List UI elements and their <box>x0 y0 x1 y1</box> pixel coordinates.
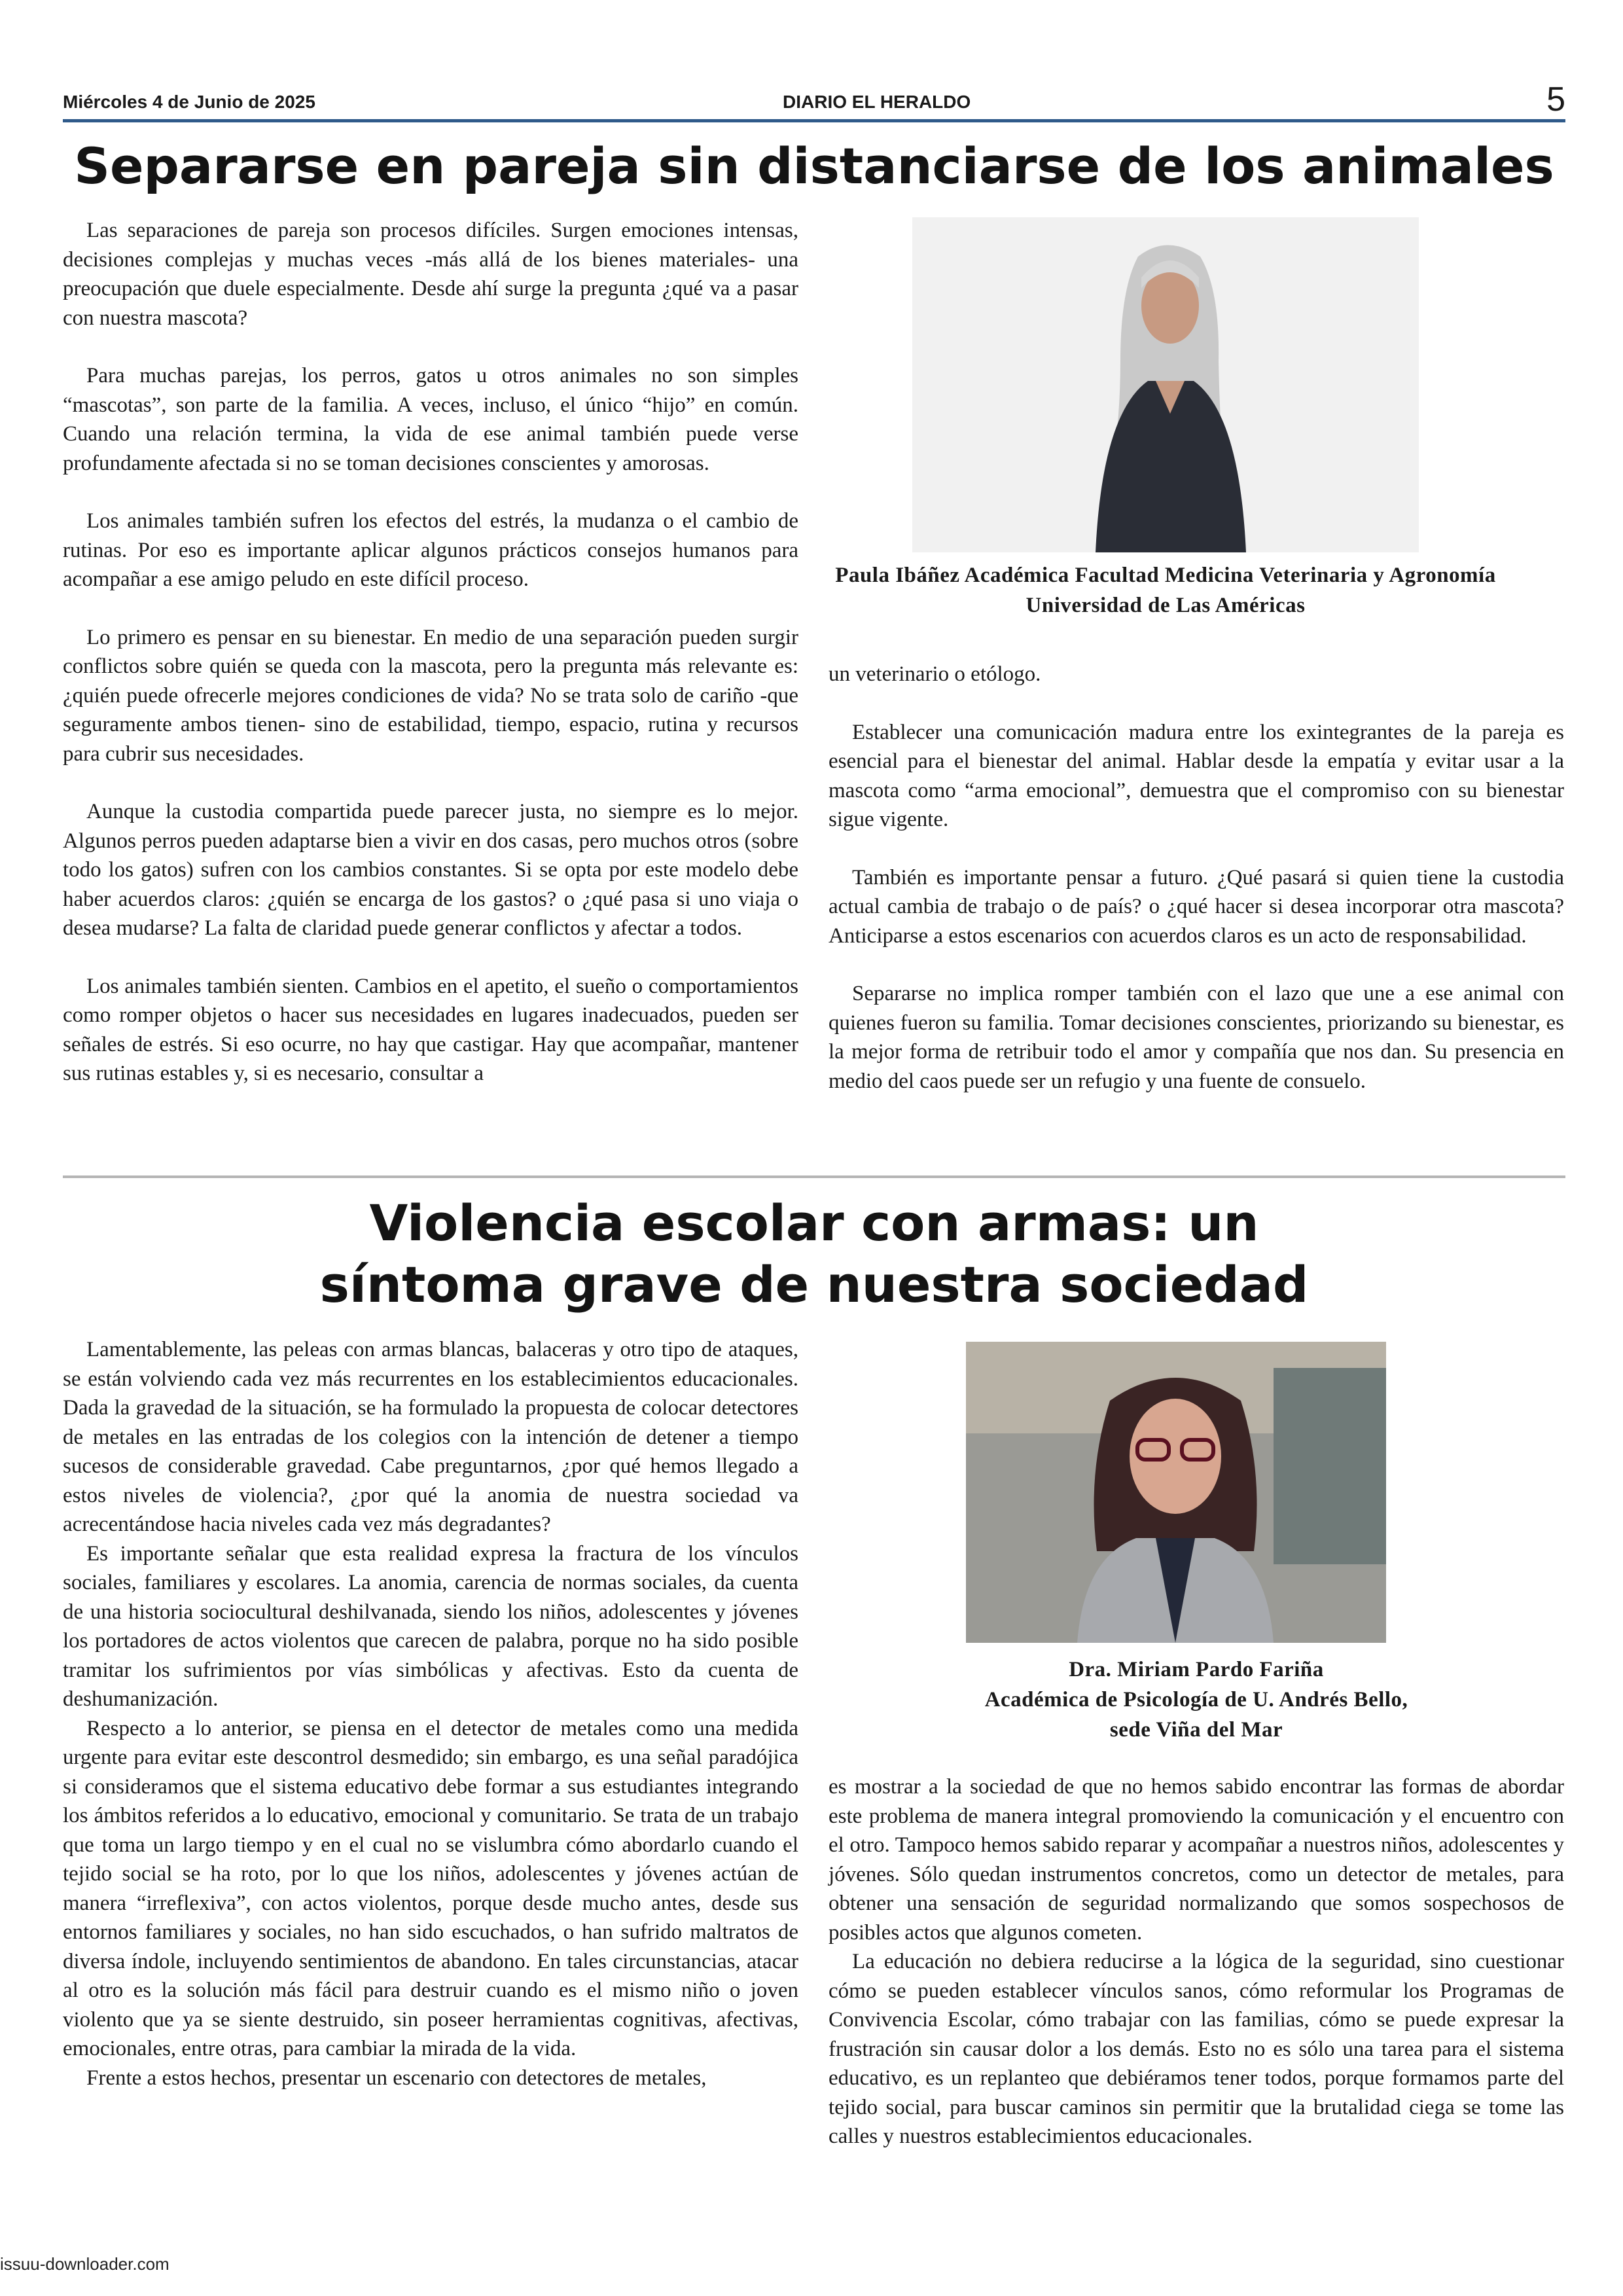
watermark-text: issuu-downloader.com <box>0 2254 169 2274</box>
paragraph: Lamentablemente, las peleas con armas blancas, balaceras y otro tipo de ataques, se están volviendo cada vez más recurrentes en los establecimientos educacionales. Dada la gravedad de la situación, se ha formulado la propuesta de colocar detectores de metales en las entradas de los colegios con la intención de detener a tiempo sucesos de considerable gravedad. Cabe preguntarnos, ¿por qué hemos llegado a estos niveles de violencia?, ¿por qué la anomia de nuestra sociedad va acrecentándose hacia niveles cada vez más degradantes? <box>63 1338 798 1536</box>
caption-role: Académica de Psicología de U. Andrés Bello, <box>984 1688 1408 1712</box>
page-number: 5 <box>1546 81 1565 118</box>
paragraph: Las separaciones de pareja son procesos difíciles. Surgen emociones intensas, decisiones complejas y muchas veces -más allá de los bienes materiales- una preocupación que duele especialmente. Desde ahí surge la pregunta ¿qué va a pasar con nuestra mascota? <box>63 219 798 330</box>
portrait-illustration <box>912 217 1419 552</box>
article-2-left-column <box>63 1335 798 2092</box>
paragraph: Para muchas parejas, los perros, gatos u otros animales no son simples “mascotas”, son parte de la familia. A veces, incluso, el único “hijo” en común. Cuando una relación termina, la vida de ese animal también puede verse profundamente afectada si no se toman decisiones conscientes y amorosas. <box>63 364 798 475</box>
masthead-rule <box>63 119 1565 122</box>
caption-campus: sede Viña del Mar <box>1109 1718 1283 1742</box>
newspaper-name: DIARIO EL HERALDO <box>783 92 971 112</box>
author-photo-miriam-pardo <box>966 1342 1386 1643</box>
paragraph: Respecto a lo anterior, se piensa en el detector de metales como una medida urgente para evitar este descontrol desmedido; sin embargo, es una señal paradójica si consideramos que el sistema educativo debe formar a sus estudiantes integrando los ámbitos referidos a lo educativo, emocional y comunitario. Se trata de un trabajo que toma un largo tiempo y en el cual no se vislumbra cómo abordarlo cuando el tejido social se ha roto, por lo que los niños, adolescentes y jóvenes actúan de manera “irreflexiva”, con actos violentos, porque desde mucho antes, desde sus entornos familiares y sociales, no han sido escuchados, o han sufrido maltratos de diversa índole, incluyendo sentimientos de abandono. En tales circunstancias, atacar al otro es la solución más fácil para destruir cuando es el mismo niño o joven violento que ya se siente destruido, sin poseer herramientas cognitivas, afectivas, emocionales, entre otras, para cambiar la mirada de la vida. <box>63 1716 798 2060</box>
author-photo-paula-ibanez <box>912 217 1419 552</box>
paragraph: Los animales también sufren los efectos del estrés, la mudanza o el cambio de rutinas. Por eso es importante aplicar algunos prácticos consejos humanos para acompañar a ese amigo peludo en este difícil proceso. <box>63 509 798 591</box>
section-divider <box>63 1175 1565 1178</box>
issue-date: Miércoles 4 de Junio de 2025 <box>63 92 315 112</box>
article-2-photo-caption <box>829 1655 1564 1745</box>
article-2-headline <box>63 1193 1565 1316</box>
caption-name: Dra. Miriam Pardo Fariña <box>1069 1658 1324 1681</box>
paragraph: Separarse no implica romper también con el lazo que une a ese animal con quienes fueron su familia. Tomar decisiones conscientes, priorizando su bienestar, es la mejor forma de retribuir todo el amor y compañía que nos dan. Su presencia en medio del caos puede ser un refugio y una fuente de consuelo. <box>829 982 1564 1093</box>
paragraph: es mostrar a la sociedad de que no hemos sabido encontrar las formas de abordar este problema de manera integral promoviendo la comunicación y el encuentro con el otro. Tampoco hemos sabido reparar y acompañar a nuestros niños, adolescentes y jóvenes. Sólo quedan instrumentos concretos, como un detector de metales, para obtener una sensación de seguridad normalizando que somos sospechosos de posibles actos que algunos cometen. <box>829 1775 1564 1945</box>
paragraph: Es importante señalar que esta realidad expresa la fractura de los vínculos sociales, familiares y escolares. La anomia, carencia de normas sociales, da cuenta de una historia sociocultural deshilvanada, siendo los niños, adolescentes y jóvenes los portadores de actos violentos que carecen de palabra, porque no ha sido posible tramitar los sufrimientos por vías simbólicas y afectivas. Esto da cuenta de deshumanización. <box>63 1541 798 1711</box>
paragraph: La educación no debiera reducirse a la lógica de la seguridad, sino cuestionar cómo se pueden establecer vínculos sanos, cómo reformular los Programas de Convivencia Escolar, cómo trabajar con las familias, cómo se puede expresar la frustración sin causar dolor a los demás. Esto no es sólo una tarea para el sistema educativo, es un replanteo que debiéramos tener todos, porque formamos parte del tejido social, para buscar caminos sin permitir que la brutalidad ciega se tome las calles y nuestros establecimientos educacionales. <box>829 1950 1564 2148</box>
paragraph: Los animales también sienten. Cambios en el apetito, el sueño o comportamientos como romper objetos o hacer sus necesidades en lugares inadecuados, pueden ser señales de estrés. Si eso ocurre, no hay que castigar. Hay que acompañar, mantener sus rutinas estables y, si es necesario, consultar a <box>63 974 798 1085</box>
article-1-right-column <box>829 660 1564 1096</box>
paragraph: Aunque la custodia compartida puede parecer justa, no siempre es lo mejor. Algunos perros pueden adaptarse bien a vivir en dos casas, pero muchos otros (sobre todo los gatos) sufren con los cambios constantes. Si se opta por este modelo debe haber acuerdos claros: ¿quién se encarga de los gastos? o ¿qué pasa si uno viaja o desea mudarse? La falta de claridad puede generar conflictos y afectar a todos. <box>63 800 798 940</box>
article-1-headline: Separarse en pareja sin distanciarse de los animales <box>74 137 1554 195</box>
article-1-left-column <box>63 216 798 1088</box>
article-1-photo-caption: Paula Ibáñez Académica Facultad Medicina Veterinaria y Agronomía Universidad de Las Américas <box>835 564 1496 617</box>
portrait-illustration <box>966 1342 1386 1643</box>
paragraph: Frente a estos hechos, presentar un escenario con detectores de metales, <box>86 2066 707 2090</box>
headline-line-1: Violencia escolar con armas: un <box>369 1194 1259 1252</box>
paragraph: Establecer una comunicación madura entre los exintegrantes de la pareja es esencial para el bienestar del animal. Hablar desde la empatía y evitar usar a la mascota como “arma emocional”, demuestra que el compromiso con su bienestar sigue vigente. <box>829 720 1564 831</box>
article-2-right-column <box>829 1772 1564 2151</box>
headline-line-2: síntoma grave de nuestra sociedad <box>319 1255 1309 1314</box>
paragraph: Lo primero es pensar en su bienestar. En medio de una separación pueden surgir conflictos sobre quién se queda con la mascota, pero la pregunta más relevante es: ¿quién puede ofrecerle mejores condiciones de vida? No se trata solo de cariño -que seguramente ambos tienen- sino de estabilidad, tiempo, espacio, rutina y recursos para cubrir sus necesidades. <box>63 625 798 766</box>
paragraph: un veterinario o etólogo. <box>829 662 1041 686</box>
paragraph: También es importante pensar a futuro. ¿Qué pasará si quien tiene la custodia actual cambia de trabajo o de país? o ¿qué hacer si desea incorporar otra mascota? Anticiparse a estos escenarios con acuerdos claros es un acto de responsabilidad. <box>829 865 1564 948</box>
